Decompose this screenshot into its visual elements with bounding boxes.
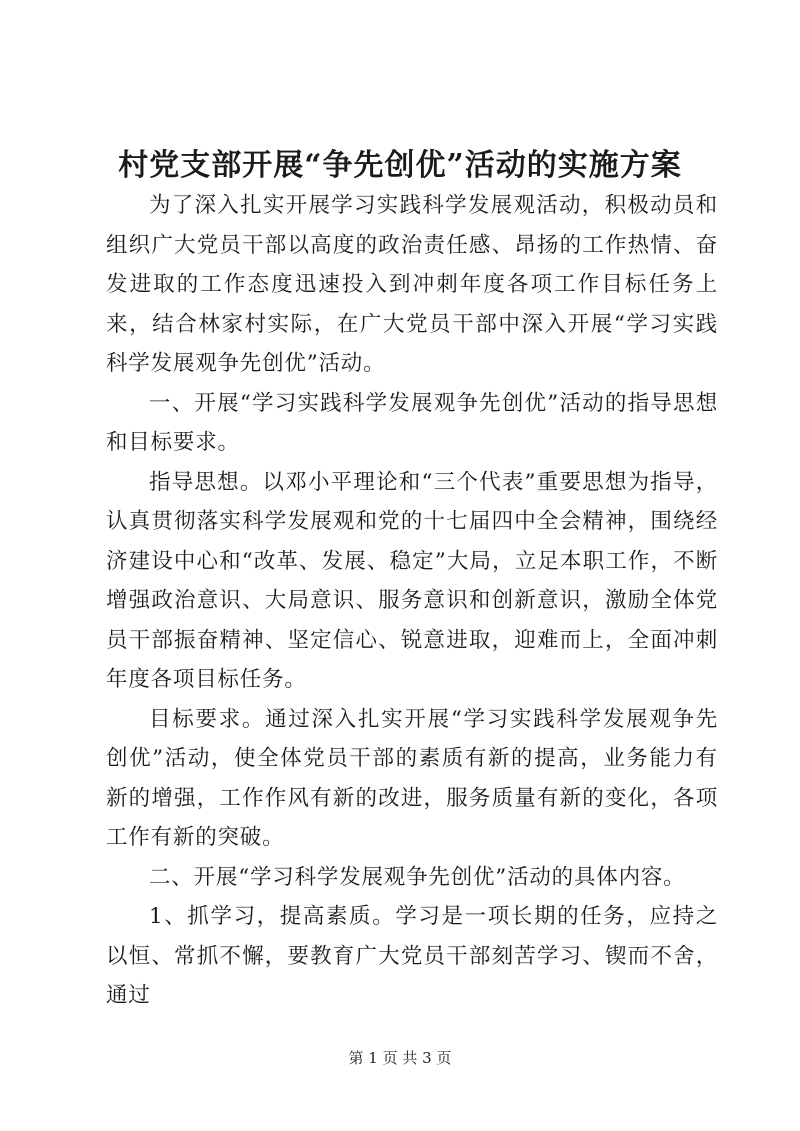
paragraph-target-requirements: 目标要求。通过深入扎实开展“学习实践科学发展观争先创优”活动，使全体党员干部的素质有新的提高，业务能力有新的增强，工作作风有新的改进，服务质量有新的变化，各项工作有新的突破。 [106, 706, 718, 850]
paragraph-section-one-heading: 一、开展“学习实践科学发展观争先创优”活动的指导思想和目标要求。 [106, 390, 718, 455]
paragraph-section-two-heading: 二、开展“学习科学发展观争先创优”活动的具体内容。 [149, 864, 686, 890]
document-title: 村党支部开展“争先创优”活动的实施方案 [118, 148, 682, 183]
paragraph-intro: 为了深入扎实开展学习实践科学发展观活动，积极动员和组织广大党员干部以高度的政治责任感、昂扬的工作热情、奋发进取的工作态度迅速投入到冲刺年度各项工作目标任务上来，结合林家村实际，在广大党员干部中深入开展“学习实践科学发展观争先创优”活动。 [106, 193, 718, 376]
page-number-footer: 第 1 页 共 3 页 [348, 1049, 452, 1067]
paragraph-guiding-thought: 指导思想。以邓小平理论和“三个代表”重要思想为指导，认真贯彻落实科学发展观和党的十七届四中全会精神，围绕经济建设中心和“改革、发展、稳定”大局，立足本职工作，不断增强政治意识、大局意识、服务意识和创新意识，激励全体党员干部振奋精神、坚定信心、锐意进取，迎难而上，全面冲刺年度各项目标任务。 [106, 469, 718, 692]
paragraph-item-one: 1、抓学习，提高素质。学习是一项长期的任务，应持之以恒、常抓不懈，要教育广大党员干部刻苦学习、锲而不舍，通过 [106, 904, 718, 1008]
document-body [106, 186, 718, 1016]
